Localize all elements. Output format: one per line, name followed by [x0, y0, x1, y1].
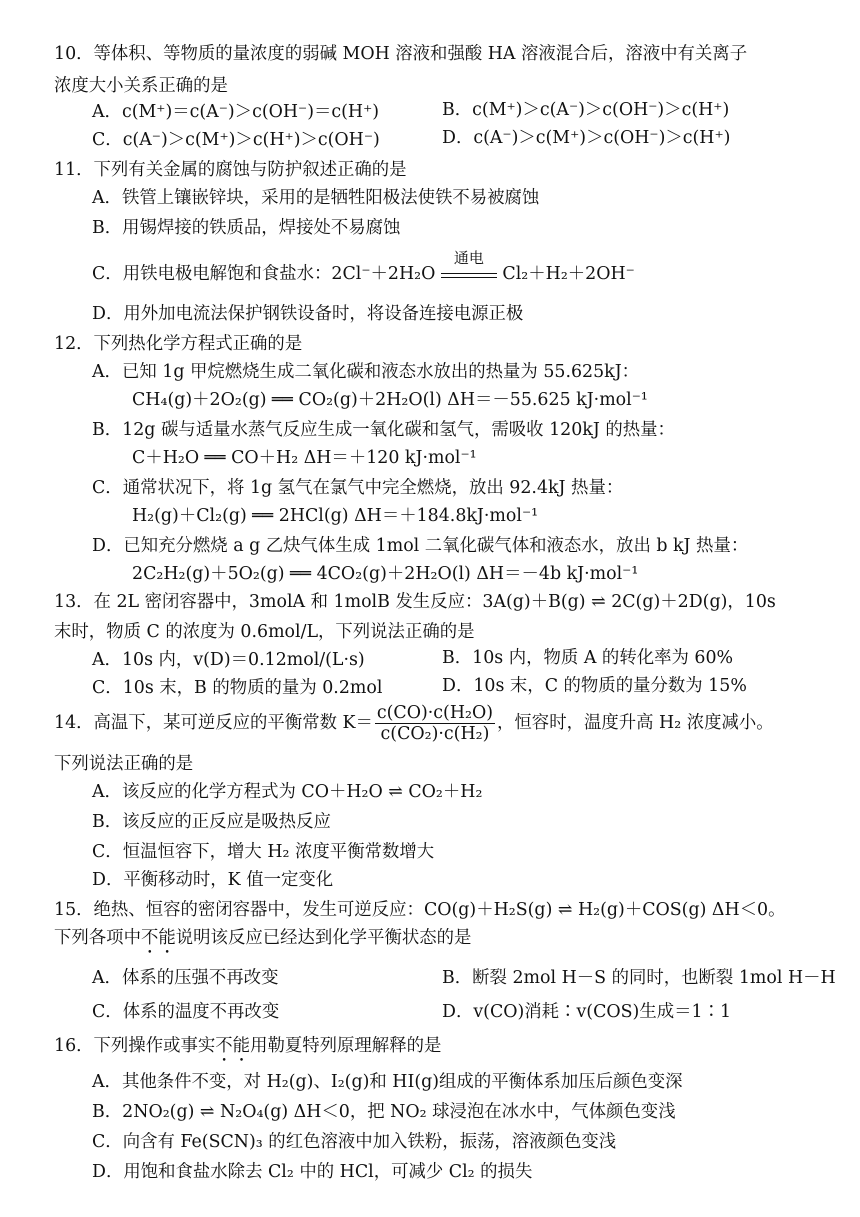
q15-stem-line2 [54, 926, 471, 958]
electrolysis-condition: 通电 [453, 249, 484, 267]
q11-stem: 11．下列有关金属的腐蚀与防护叙述正确的是 [54, 160, 407, 180]
q16-option-d: D．用饱和食盐水除去 Cl₂ 中的 HCl，可减少 Cl₂ 的损失 [92, 1162, 533, 1182]
q16-option-c: C．向含有 Fe(SCN)₃ 的红色溶液中加入铁粉，振荡，溶液颜色变浅 [92, 1132, 617, 1152]
q13-option-d: D．10s 末，C 的物质的量分数为 15% [442, 676, 747, 696]
q10-option-a: A．c(M⁺)＝c(A⁻)＞c(OH⁻)＝c(H⁺) [92, 102, 380, 122]
q15-option-d: D．v(CO)消耗∶v(COS)生成＝1∶1 [442, 1002, 732, 1022]
q10-stem-line1: 10．等体积、等物质的量浓度的弱碱 MOH 溶液和强酸 HA 溶液混合后，溶液中有关离子 [54, 44, 748, 64]
q13-option-a: A．10s 内，v(D)＝0.12mol/(L·s) [92, 650, 365, 670]
q16-option-b: B．2NO₂(g) ⇌ N₂O₄(g) ΔH＜0，把 NO₂ 球浸泡在冰水中，气体颜色变浅 [92, 1102, 676, 1122]
q14-stem-line1 [54, 700, 774, 746]
q13-option-c: C．10s 末，B 的物质的量为 0.2mol [92, 678, 383, 698]
q16-stem-pre: 16．下列操作或事实 [54, 1036, 216, 1056]
fraction-numerator: c(CO)·c(H₂O) [376, 703, 494, 723]
q11-option-d: D．用外加电流法保护钢铁设备时，将设备连接电源正极 [92, 304, 524, 324]
q15-emphasis-not: 不能 [140, 928, 176, 948]
q15-option-c: C．体系的温度不再改变 [92, 1002, 280, 1022]
q12-option-d-equation: 2C₂H₂(g)＋5O₂(g) ══ 4CO₂(g)＋2H₂O(l) ΔH＝－4b kJ·mol⁻¹ [132, 564, 639, 584]
fraction-denominator: c(CO₂)·c(H₂) [380, 724, 490, 744]
q11-option-b: B．用锡焊接的铁质品，焊接处不易腐蚀 [92, 218, 401, 238]
q12-option-c: C．通常状况下，将 1g 氢气在氯气中完全燃烧，放出 92.4kJ 热量： [92, 478, 624, 498]
q13-stem-line1: 13．在 2L 密闭容器中，3molA 和 1molB 发生反应：3A(g)＋B(g) ⇌ 2C(g)＋2D(g)，10s [54, 592, 776, 612]
q10-option-d: D．c(A⁻)＞c(M⁺)＞c(OH⁻)＞c(H⁺) [442, 128, 731, 148]
q14-option-c: C．恒温恒容下，增大 H₂ 浓度平衡常数增大 [92, 842, 435, 862]
q14-option-d: D．平衡移动时，K 值一定变化 [92, 870, 334, 890]
q12-option-d: D．已知充分燃烧 a g 乙炔气体生成 1mol 二氧化碳气体和液态水，放出 b kJ 热量： [92, 536, 749, 556]
q16-stem-post: 用勒夏特列原理解释的是 [250, 1036, 442, 1056]
q14-option-a: A．该反应的化学方程式为 CO＋H₂O ⇌ CO₂＋H₂ [92, 782, 483, 802]
q12-option-a: A．已知 1g 甲烷燃烧生成二氧化碳和液态水放出的热量为 55.625kJ： [92, 362, 640, 382]
q16-stem [54, 1034, 441, 1066]
q11-option-c-text: C．用铁电极电解饱和食盐水：2Cl⁻＋2H₂O [92, 264, 436, 284]
q16-emphasis-not: 不能 [215, 1036, 251, 1056]
q15-stem2-pre: 下列各项中 [54, 928, 141, 948]
q12-option-b: B．12g 碳与适量水蒸气反应生成一氧化碳和氢气，需吸收 120kJ 的热量： [92, 420, 675, 440]
q10-option-c: C．c(A⁻)＞c(M⁺)＞c(H⁺)＞c(OH⁻) [92, 130, 380, 150]
electrolysis-arrow [441, 249, 497, 278]
q15-option-b: B．断裂 2mol H－S 的同时，也断裂 1mol H－H [442, 968, 836, 988]
q11-option-c-products: Cl₂＋H₂＋2OH⁻ [502, 264, 635, 284]
q10-option-b: B．c(M⁺)＞c(A⁻)＞c(OH⁻)＞c(H⁺) [442, 100, 730, 120]
q14-stem-pre: 14．高温下，某可逆反应的平衡常数 K＝ [54, 713, 373, 733]
q13-option-b: B．10s 内，物质 A 的转化率为 60% [442, 648, 734, 668]
q11-option-c [92, 249, 635, 286]
q12-option-a-equation: CH₄(g)＋2O₂(g) ══ CO₂(g)＋2H₂O(l) ΔH＝－55.625 kJ·mol⁻¹ [132, 390, 648, 410]
q12-option-b-equation: C＋H₂O ══ CO＋H₂ ΔH＝＋120 kJ·mol⁻¹ [132, 448, 477, 468]
q11-option-a: A．铁管上镶嵌锌块，采用的是牺牲阳极法使铁不易被腐蚀 [92, 188, 540, 208]
q14-stem-post: ，恒容时，温度升高 H₂ 浓度减小。 [497, 713, 774, 733]
q13-stem-line2: 末时，物质 C 的浓度为 0.6mol/L，下列说法正确的是 [54, 622, 475, 642]
q12-stem: 12．下列热化学方程式正确的是 [54, 334, 303, 354]
q10-stem-line2: 浓度大小关系正确的是 [54, 76, 228, 96]
q12-option-c-equation: H₂(g)＋Cl₂(g) ══ 2HCl(g) ΔH＝＋184.8kJ·mol⁻¹ [132, 506, 539, 526]
q16-option-a: A．其他条件不变，对 H₂(g)、I₂(g)和 HI(g)组成的平衡体系加压后颜色变深 [92, 1072, 683, 1092]
q14-option-b: B．该反应的正反应是吸热反应 [92, 812, 331, 832]
q15-stem2-post: 说明该反应已经达到化学平衡状态的是 [175, 928, 472, 948]
q14-stem-line2: 下列说法正确的是 [54, 754, 194, 774]
equilibrium-constant-fraction [375, 703, 495, 744]
q15-stem-line1: 15．绝热、恒容的密闭容器中，发生可逆反应：CO(g)＋H₂S(g) ⇌ H₂(g)＋COS(g) ΔH＜0。 [54, 900, 786, 920]
equals-bars [441, 273, 497, 278]
q15-option-a: A．体系的压强不再改变 [92, 968, 279, 988]
